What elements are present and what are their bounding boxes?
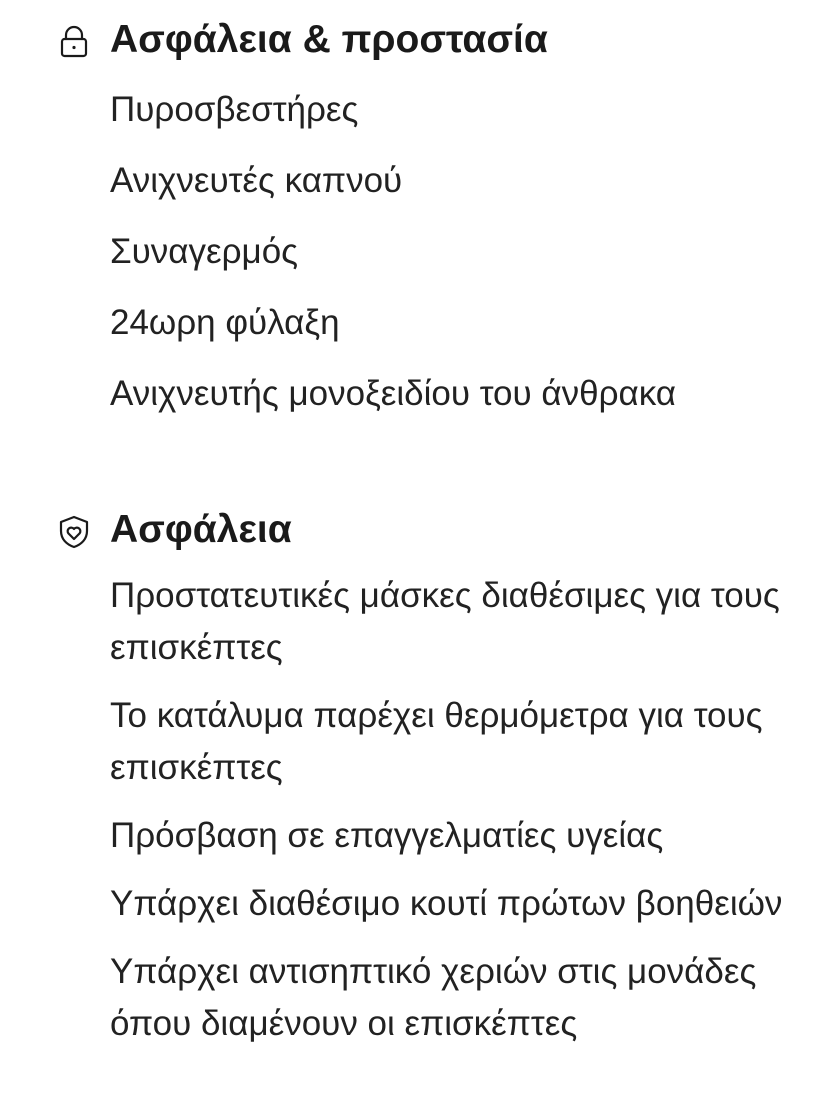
list-item: Πρόσβαση σε επαγγελματίες υγείας [110, 816, 664, 855]
list-item: Το κατάλυμα παρέχει θερμόμετρα για τους επισκέπτες [110, 696, 763, 787]
list-item: Πυροσβεστήρες [110, 90, 359, 129]
section-safety [0, 500, 830, 1043]
list-item: Προστατευτικές μάσκες διαθέσιμες για τους επισκέπτες [110, 576, 780, 667]
section-title: Ασφάλεια & προστασία [110, 18, 548, 61]
shield-heart-icon [56, 514, 92, 550]
amenity-list [110, 570, 810, 1066]
list-item: Ανιχνευτής μονοξειδίου του άνθρακα [110, 374, 677, 413]
section-security-protection [0, 10, 830, 413]
list-item: Υπάρχει αντισηπτικό χεριών στις μονάδες όπου διαμένουν οι επισκέπτες [110, 952, 757, 1043]
amenity-list [110, 84, 810, 439]
list-item: 24ωρη φύλαξη [110, 303, 340, 342]
section-header [0, 500, 830, 560]
section-title: Ασφάλεια [110, 508, 292, 551]
list-item: Υπάρχει διαθέσιμο κουτί πρώτων βοηθειών [110, 884, 783, 923]
section-header [0, 10, 830, 70]
lock-icon [56, 24, 92, 60]
list-item: Συναγερμός [110, 232, 299, 271]
list-item: Ανιχνευτές καπνού [110, 161, 403, 200]
